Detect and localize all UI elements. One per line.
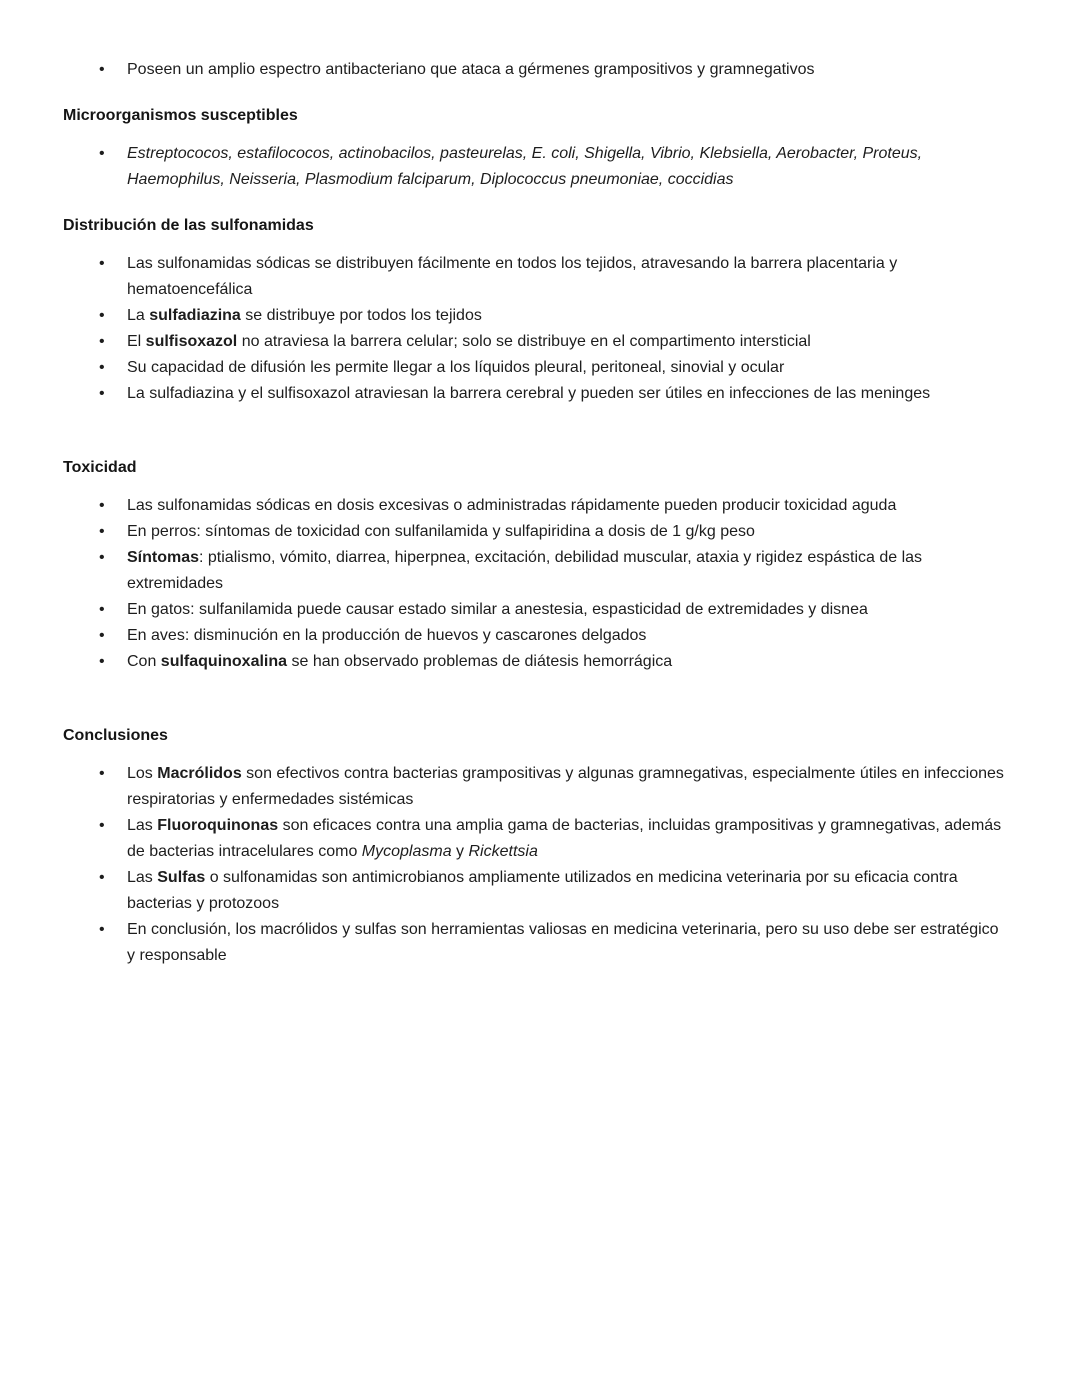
text-segment: Sulfas xyxy=(157,869,206,886)
bullet-item xyxy=(63,355,1010,381)
section-espectro xyxy=(63,57,1010,83)
text-segment: son eficaces contra una amplia gama de bacterias, incluidas grampositivas y gramnegativas, además de bacterias intracelulares como xyxy=(127,817,1002,860)
text-segment: Las xyxy=(127,869,158,886)
text-segment: Las sulfonamidas sódicas en dosis excesivas o administradas rápidamente pueden producir toxicidad aguda xyxy=(127,497,897,514)
bullet-item xyxy=(63,761,1010,813)
text-segment: no atraviesa la barrera celular; solo se distribuye en el compartimento intersticial xyxy=(237,333,811,350)
bullet-item xyxy=(63,649,1010,675)
bullet-list xyxy=(63,493,1010,675)
bullet-item xyxy=(63,303,1010,329)
text-segment: sulfaquinoxalina xyxy=(160,653,288,670)
bullet-item xyxy=(63,141,1010,193)
text-segment: En gatos: sulfanilamida puede causar estado similar a anestesia, espasticidad de extremidades y disnea xyxy=(127,601,868,618)
bullet-item xyxy=(63,813,1010,865)
text-segment: Con xyxy=(127,653,161,670)
text-segment: o sulfonamidas son antimicrobianos ampliamente utilizados en medicina veterinaria por su eficacia contra bacterias y protozoos xyxy=(127,869,958,912)
section-heading: Toxicidad xyxy=(63,459,137,476)
bullet-item xyxy=(63,381,1010,407)
text-segment: Rickettsia xyxy=(468,843,538,860)
bullet-item xyxy=(63,251,1010,303)
bullet-item xyxy=(63,329,1010,355)
bullet-item xyxy=(63,519,1010,545)
bullet-list xyxy=(63,141,1010,193)
text-segment: Su capacidad de difusión les permite llegar a los líquidos pleural, peritoneal, sinovial y ocular xyxy=(127,359,785,376)
text-segment: La xyxy=(127,307,150,324)
text-segment: y xyxy=(451,843,469,860)
text-segment: se han observado problemas de diátesis hemorrágica xyxy=(287,653,673,670)
bullet-list xyxy=(63,251,1010,407)
text-segment: Síntomas xyxy=(127,549,200,566)
bullet-item xyxy=(63,623,1010,649)
text-segment: : ptialismo, vómito, diarrea, hiperpnea, excitación, debilidad muscular, ataxia y rigidez espástica de las extremidades xyxy=(127,549,923,592)
text-segment: En aves: disminución en la producción de huevos y cascarones delgados xyxy=(127,627,647,644)
text-segment: sulfadiazina xyxy=(149,307,241,324)
bullet-item xyxy=(63,917,1010,969)
bullet-item xyxy=(63,597,1010,623)
text-segment: Los xyxy=(127,765,158,782)
section-microorganismos-susceptibles xyxy=(63,105,1010,193)
bullet-item xyxy=(63,493,1010,519)
section-conclusiones xyxy=(63,725,1010,969)
section-heading: Conclusiones xyxy=(63,727,168,744)
section-heading: Distribución de las sulfonamidas xyxy=(63,217,314,234)
bullet-item xyxy=(63,545,1010,597)
bullet-list xyxy=(63,57,1010,83)
text-segment: Las xyxy=(127,817,158,834)
text-segment: son efectivos contra bacterias grampositivas y algunas gramnegativas, especialmente útiles en infecciones respiratorias y enfermedades sistémicas xyxy=(127,765,1004,808)
text-segment: Macrólidos xyxy=(157,765,242,782)
text-segment: Las sulfonamidas sódicas se distribuyen fácilmente en todos los tejidos, atravesando la barrera placentaria y hematoencefálica xyxy=(127,255,898,298)
text-segment: sulfisoxazol xyxy=(145,333,238,350)
bullet-item xyxy=(63,865,1010,917)
text-segment: La sulfadiazina y el sulfisoxazol atraviesan la barrera cerebral y pueden ser útiles en infecciones de las meninges xyxy=(127,385,931,402)
section-heading: Microorganismos susceptibles xyxy=(63,107,298,124)
section-toxicidad xyxy=(63,457,1010,675)
bullet-item xyxy=(63,57,1010,83)
bullet-list xyxy=(63,761,1010,969)
text-segment: En perros: síntomas de toxicidad con sulfanilamida y sulfapiridina a dosis de 1 g/kg peso xyxy=(127,523,755,540)
text-segment: se distribuye por todos los tejidos xyxy=(240,307,482,324)
section-distribucion-sulfonamidas xyxy=(63,215,1010,407)
text-segment: El xyxy=(127,333,146,350)
text-segment: En conclusión, los macrólidos y sulfas son herramientas valiosas en medicina veterinaria, pero su uso debe ser estratégico y responsable xyxy=(127,921,999,964)
text-segment: Estreptococos, estafilococos, actinobacilos, pasteurelas, E. coli, Shigella, Vibrio, Klebsiella, Aerobacter, Proteus, Haemophilus, Neisseria, Plasmodium falciparum, Diplococcus pneumoniae, coccidias xyxy=(127,145,923,188)
text-segment: Mycoplasma xyxy=(361,843,452,860)
text-segment: Fluoroquinonas xyxy=(157,817,279,834)
document-body xyxy=(63,57,1010,969)
text-segment: Poseen un amplio espectro antibacteriano que ataca a gérmenes grampositivos y gramnegativos xyxy=(127,61,815,78)
